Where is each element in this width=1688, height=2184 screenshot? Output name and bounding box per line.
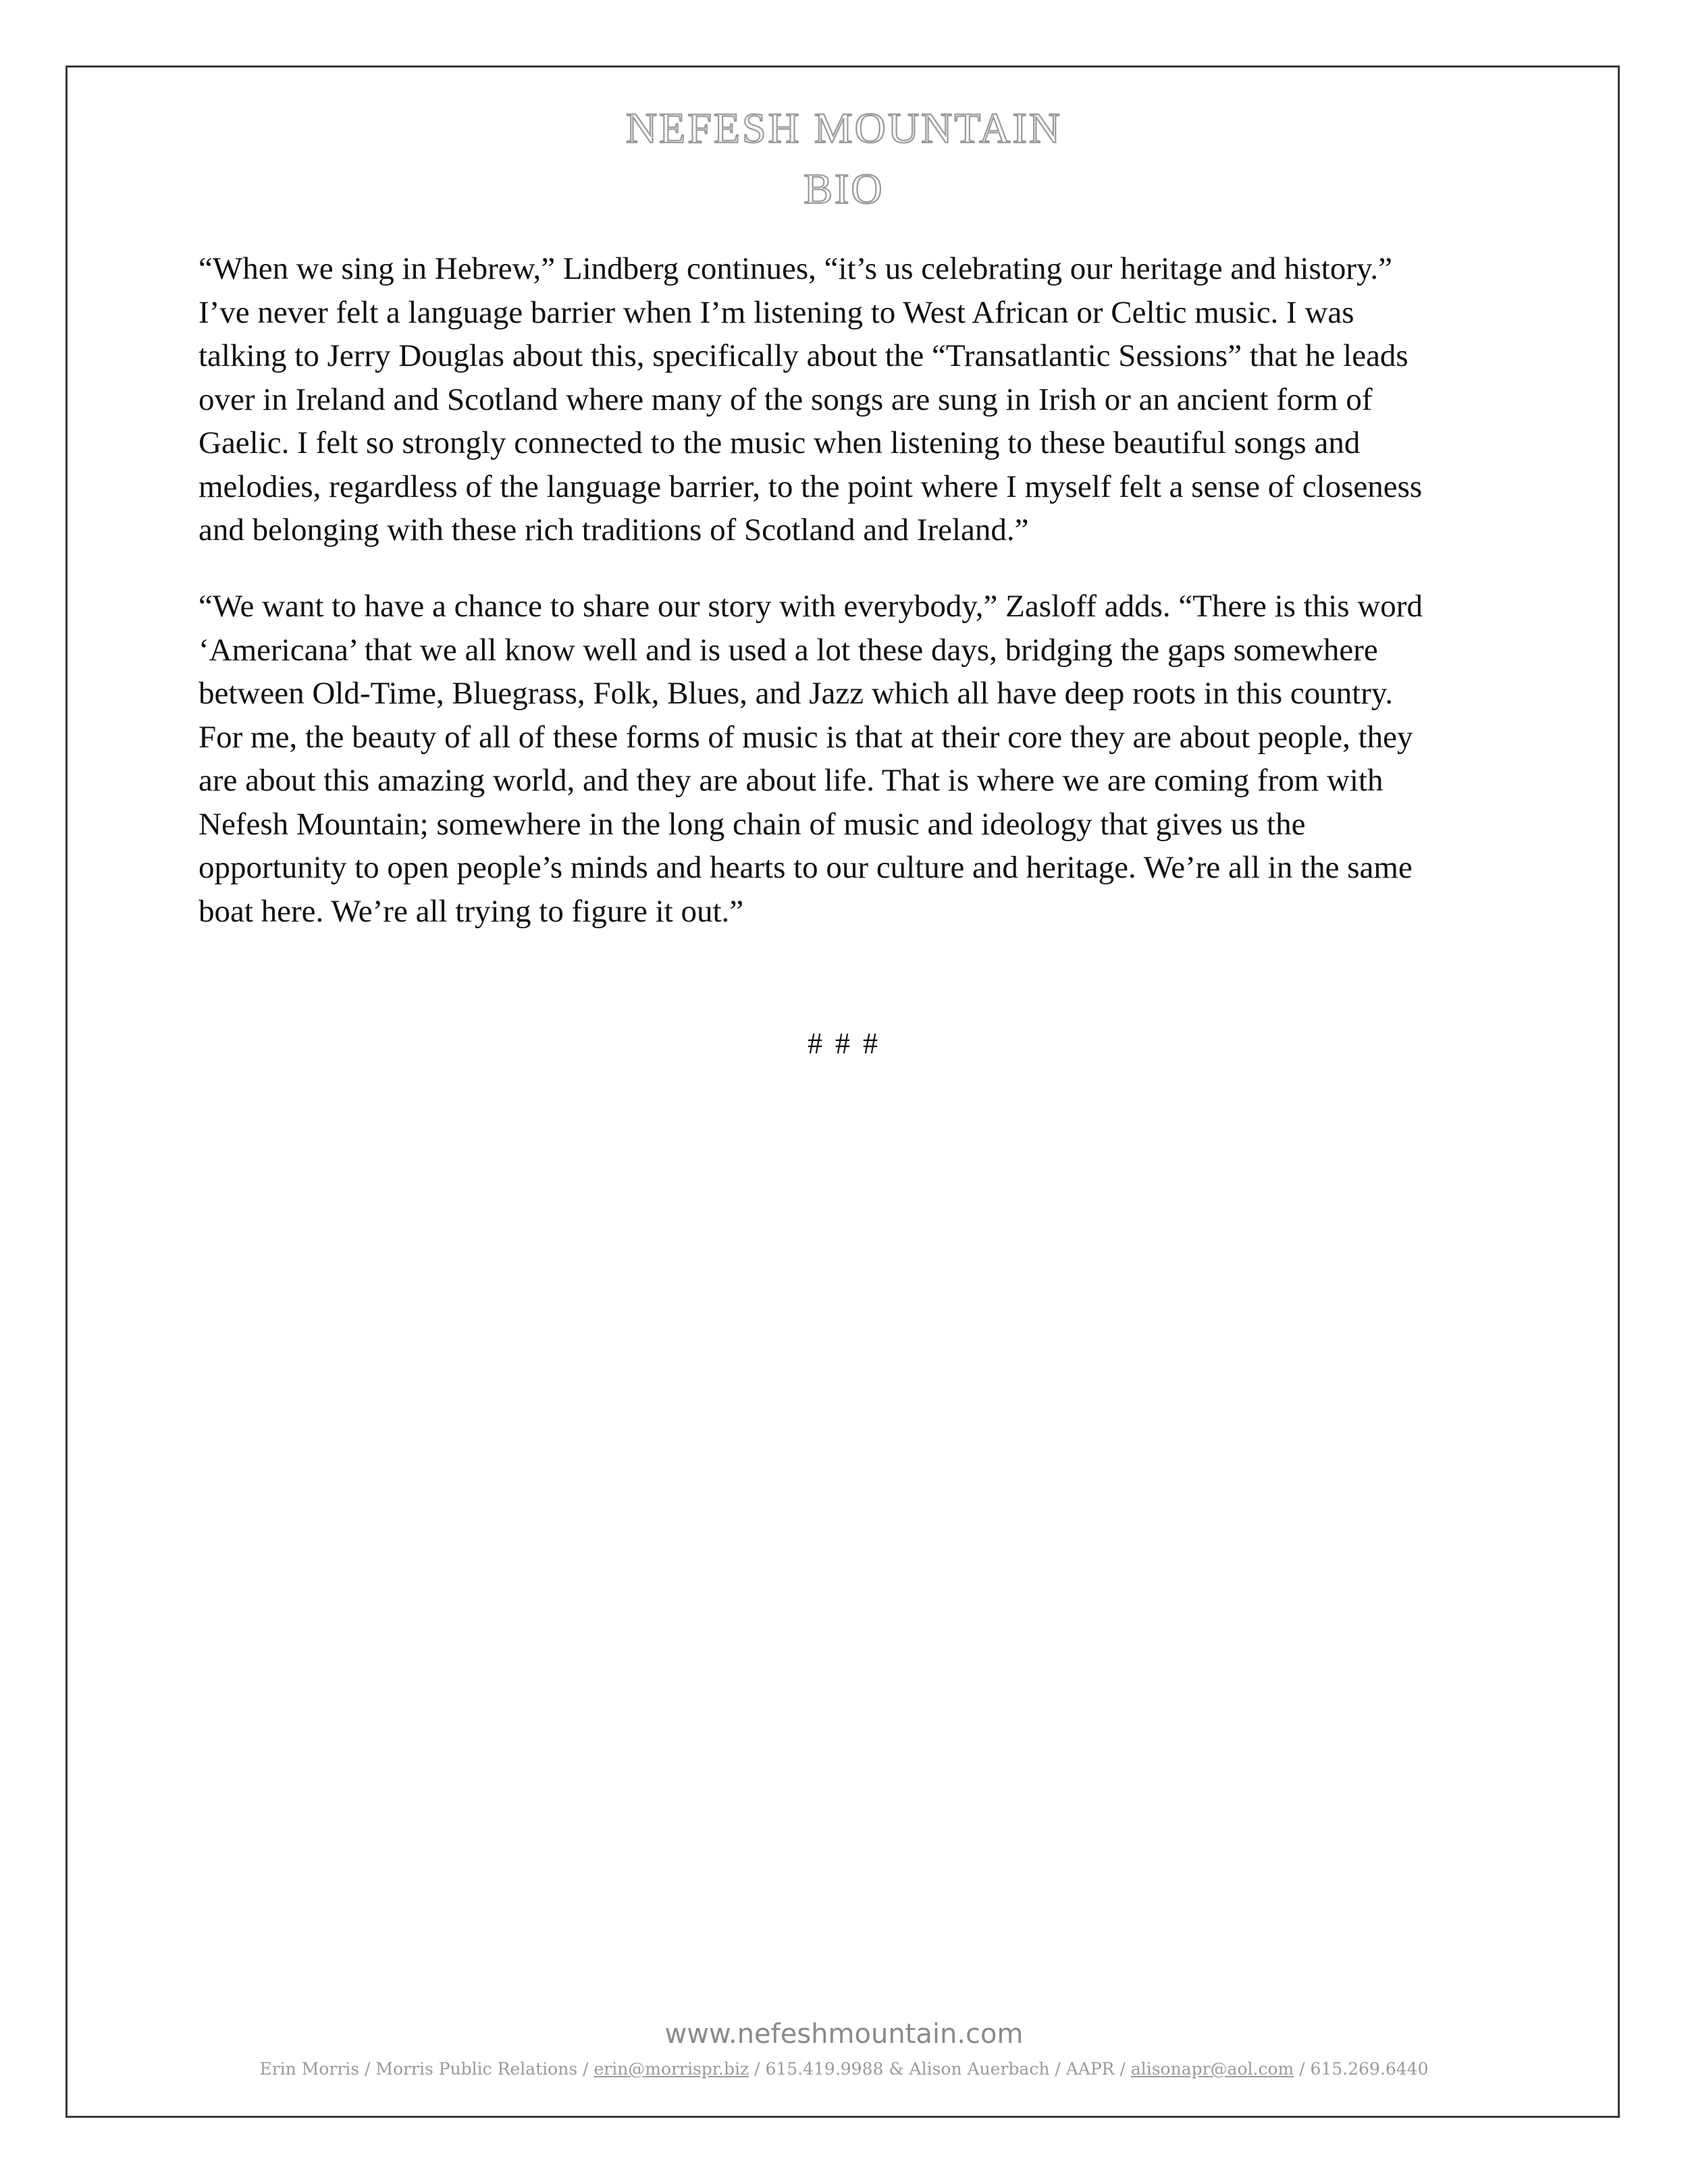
paragraph-line: Nefesh Mountain; somewhere in the long chain of music and ideology that gives us the [199, 806, 1306, 842]
paragraph-2 [199, 585, 1502, 933]
paragraph-line: over in Ireland and Scotland where many of the songs are sung in Irish or an ancient form of [199, 381, 1373, 417]
paragraph-1 [199, 247, 1502, 552]
paragraph-line: I’ve never felt a language barrier when I’m listening to West African or Celtic music. I was [199, 294, 1354, 330]
contact-1-phone: / 615.419.9988 & Alison Auerbach / AAPR / [749, 2059, 1131, 2079]
contact-1-email-link[interactable]: erin@morrispr.biz [594, 2059, 749, 2079]
contact-2-email-link[interactable]: alisonapr@aol.com [1130, 2059, 1294, 2079]
paragraph-line: Gaelic. I felt so strongly connected to the music when listening to these beautiful songs and [199, 425, 1361, 460]
paragraph-line: are about this amazing world, and they are about life. That is where we are coming from with [199, 763, 1383, 798]
paragraph-line: For me, the beauty of all of these forms of music is that at their core they are about people, they [199, 719, 1413, 755]
paragraph-line: between Old-Time, Bluegrass, Folk, Blues, and Jazz which all have deep roots in this country. [199, 676, 1394, 711]
contact-info [0, 2059, 1688, 2079]
paragraph-line: melodies, regardless of the language barrier, to the point where I myself felt a sense of closeness [199, 469, 1423, 504]
paragraph-line: opportunity to open people’s minds and hearts to our culture and heritage. We’re all in the same [199, 850, 1413, 885]
contact-2-phone: / 615.269.6440 [1294, 2059, 1429, 2079]
paragraph-line: talking to Jerry Douglas about this, specifically about the “Transatlantic Sessions” that he leads [199, 338, 1408, 373]
paragraph-line: ‘Americana’ that we all know well and is used a lot these days, bridging the gaps somewhere [199, 632, 1378, 668]
paragraph-line: boat here. We’re all trying to figure it out.” [199, 893, 744, 929]
website-link[interactable]: www.nefeshmountain.com [664, 2019, 1024, 2050]
paragraph-line: “When we sing in Hebrew,” Lindberg continues, “it’s us celebrating our heritage and history.” [199, 251, 1393, 286]
paragraph-line: “We want to have a chance to share our story with everybody,” Zasloff adds. “There is this word [199, 589, 1423, 624]
paragraph-line: and belonging with these rich traditions of Scotland and Ireland.” [199, 512, 1029, 548]
document-subtitle: BIO [803, 165, 885, 213]
contact-1-name: Erin Morris / Morris Public Relations / [259, 2059, 594, 2079]
document-title: NEFESH MOUNTAIN [625, 104, 1063, 152]
end-mark: # # # [808, 1027, 880, 1060]
